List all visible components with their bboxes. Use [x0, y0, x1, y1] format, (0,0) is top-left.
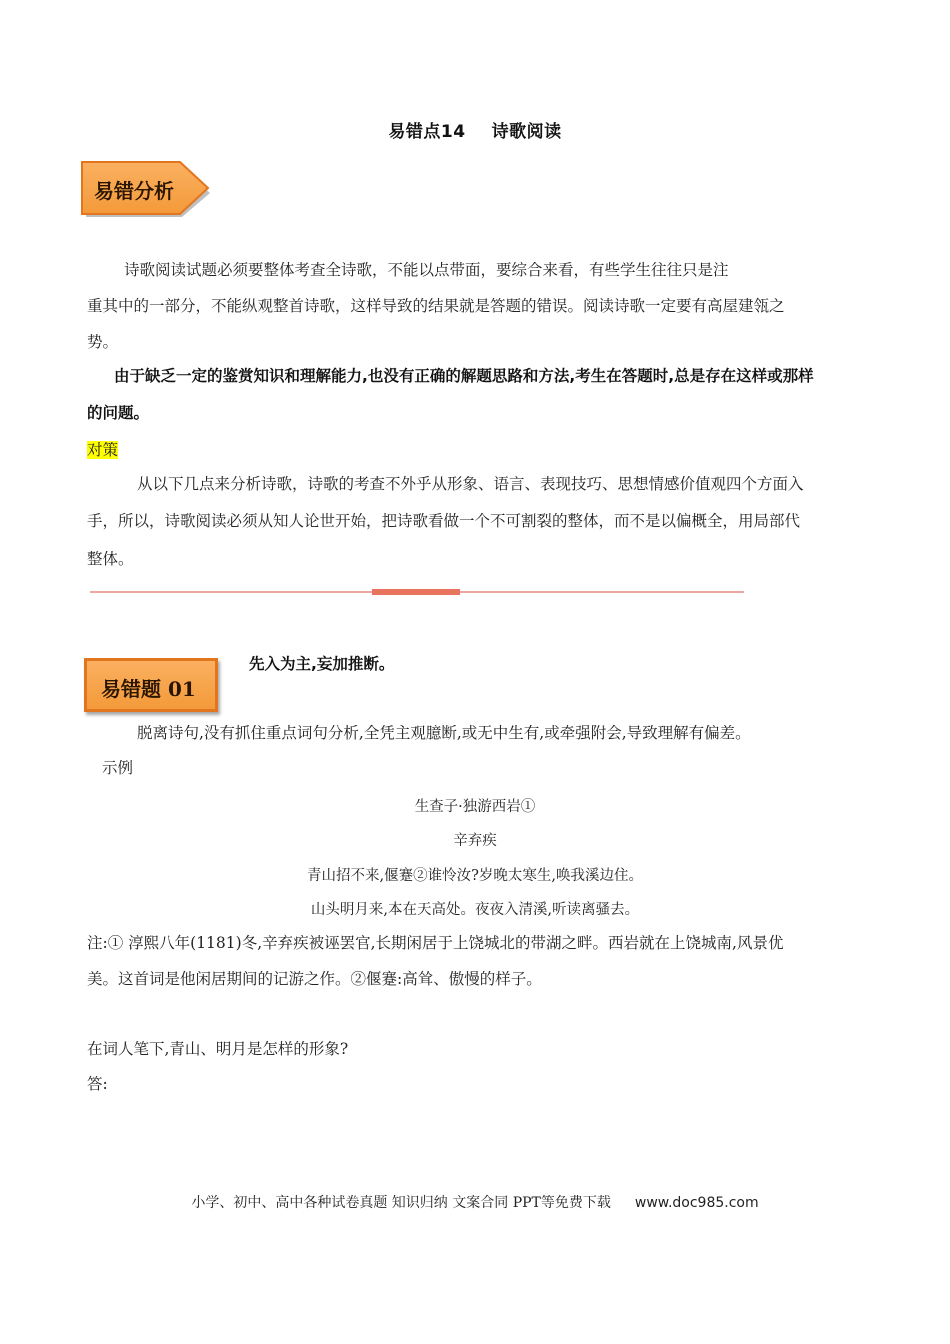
section-divider-accent	[372, 589, 460, 595]
poem-author: 辛弃疾	[453, 833, 497, 849]
footer-text: 小学、初中、高中各种试卷真题 知识归纳 文案合同 PPT等免费下载	[191, 1195, 611, 1211]
question-tag-label: 易错题 01	[101, 677, 196, 701]
question-heading: 先入为主,妄加推断。	[249, 655, 395, 673]
poem-line-1: 青山招不来,偃蹇②谁怜汝?岁晚太寒生,唤我溪边住。	[307, 868, 643, 884]
analysis-para3-line2: 手，所以，诗歌阅读必须从知人论世开始，把诗歌看做一个不可割裂的整体，而不是以偏概全，用局部代	[87, 512, 801, 530]
section-tag-analysis	[80, 160, 212, 216]
note-line-2: 美。这首词是他闲居期间的记游之作。②偃蹇:高耸、傲慢的样子。	[87, 970, 542, 988]
footer-url[interactable]: www.doc985.com	[634, 1195, 759, 1211]
analysis-para2-line1: 由于缺乏一定的鉴赏知识和理解能力,也没有正确的解题思路和方法,考生在答题时,总是存在这样或那样	[114, 367, 814, 385]
analysis-para3-line3: 整体。	[87, 550, 134, 568]
section-tag-label: 易错分析	[94, 179, 174, 203]
question-prompt: 在词人笔下,青山、明月是怎样的形象?	[87, 1040, 349, 1058]
analysis-para1-line1: 诗歌阅读试题必须要整体考查全诗歌，不能以点带面，要综合来看，有些学生往往只是注	[124, 261, 729, 279]
strategy-label	[87, 432, 118, 469]
title-topic: 诗歌阅读	[491, 122, 562, 142]
poem-title: 生查子·独游西岩①	[414, 799, 536, 815]
analysis-para3-line1: 从以下几点来分析诗歌，诗歌的考查不外乎从形象、语言、表现技巧、思想情感价值观四个方面入	[137, 475, 804, 493]
answer-label: 答:	[87, 1075, 108, 1093]
page-title	[0, 117, 950, 142]
analysis-para1-line2: 重其中的一部分，不能纵观整首诗歌，这样导致的结果就是答题的错误。阅读诗歌一定要有高屋建瓴之	[87, 297, 785, 315]
poem-line-2: 山头明月来,本在天高处。夜夜入清溪,听读离骚去。	[310, 902, 640, 918]
question-description: 脱离诗句,没有抓住重点词句分析,全凭主观臆断,或无中生有,或牵强附会,导致理解有偏差。	[137, 724, 751, 742]
analysis-para1-line3: 势。	[87, 333, 119, 351]
title-number: 易错点14	[388, 122, 466, 142]
analysis-para2-line2: 的问题。	[87, 404, 150, 422]
example-label: 示例	[102, 759, 134, 777]
page-footer	[0, 1192, 950, 1212]
note-line-1: 注:① 淳熙八年(1181)冬,辛弃疾被诬罢官,长期闲居于上饶城北的带湖之畔。西岩就在上饶城南,风景优	[87, 934, 784, 952]
question-tag	[84, 658, 218, 712]
strategy-label-text: 对策	[87, 441, 119, 459]
